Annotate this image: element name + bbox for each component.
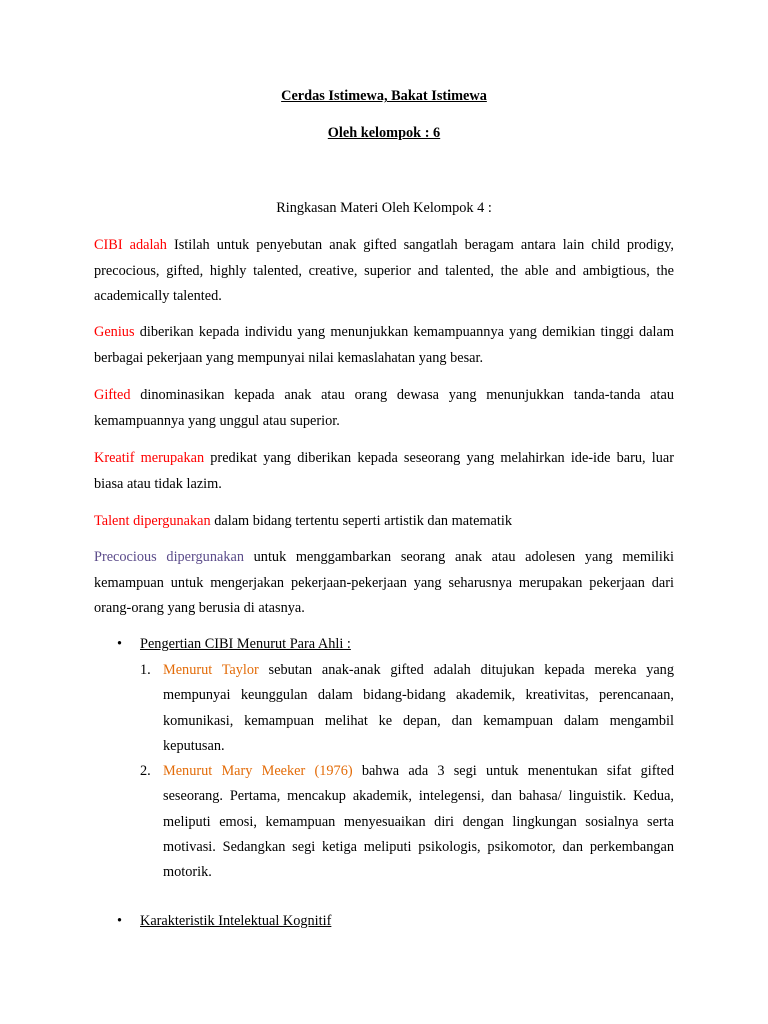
- term-gifted: Gifted: [94, 387, 131, 403]
- document-subtitle: Oleh kelompok : 6: [327, 125, 441, 141]
- paragraph-text: dalam bidang tertentu seperti artistik dan matematik: [210, 513, 512, 529]
- bullet-label: Pengertian CIBI Menurut Para Ahli :: [140, 636, 351, 652]
- paragraph-genius: [94, 320, 674, 371]
- term-genius: Genius: [94, 324, 135, 340]
- summary-heading: Ringkasan Materi Oleh Kelompok 4 :: [276, 200, 492, 216]
- numbered-item-text: sebutan anak-anak gifted adalah ditujukan kepada mereka yang mempunyai keunggulan dalam bidang-bidang akademik, kreativitas, perencanaan, komunikasi, kemampuan melihat ke depan, dan kemampuan dalam mengambil keputusan.: [163, 662, 674, 754]
- numbered-item-text: bahwa ada 3 segi untuk menentukan sifat gifted seseorang. Pertama, mencakup akademik, intelegensi, dan bahasa/ linguistik. Kedua, meliputi emosi, kemampuan menyesuaikan diri dengan lingkungan sosialnya serta motivasi. Sedangkan segi ketiga meliputi psikologis, psikomotor, dan perkembangan motorik.: [163, 763, 675, 881]
- term-meeker: Menurut Mary Meeker (1976): [163, 763, 353, 779]
- term-precocious: Precocious dipergunakan: [94, 549, 244, 565]
- term-taylor: Menurut Taylor: [163, 662, 259, 678]
- paragraph-precocious: [94, 545, 674, 622]
- paragraph-text: predikat yang diberikan kepada seseorang yang melahirkan ide-ide baru, luar biasa atau tidak lazim.: [94, 450, 674, 492]
- paragraph-kreatif: [94, 446, 674, 497]
- paragraph-cibi: [94, 233, 674, 310]
- term-kreatif: Kreatif merupakan: [94, 450, 205, 466]
- paragraph-talent: [94, 509, 674, 535]
- paragraph-text: untuk menggambarkan seorang anak atau adolesen yang memiliki kemampuan untuk mengerjakan pekerjaan-pekerjaan yang seharusnya merupakan pekerjaan dari orang-orang yang berusia di atasnya.: [94, 549, 674, 616]
- paragraph-text: dinominasikan kepada anak atau orang dewasa yang menunjukkan tanda-tanda atau kemampuannya yang unggul atau superior.: [94, 387, 674, 429]
- numbered-item-body: [163, 658, 674, 759]
- paragraph-text: diberikan kepada individu yang menunjukkan kemampuannya yang demikian tinggi dalam berbagai pekerjaan yang mempunyai nilai kemaslahatan yang besar.: [94, 324, 674, 366]
- numbered-item-body: [163, 759, 674, 885]
- paragraph-text: Istilah untuk penyebutan anak gifted sangatlah beragam antara lain child prodigy, precocious, gifted, highly talented, creative, superior and talented, the able and ambigtious, the academically talented.: [94, 237, 675, 304]
- paragraph-gifted: [94, 383, 674, 434]
- bullet-label: Karakteristik Intelektual Kognitif: [140, 913, 332, 929]
- bullet-icon: •: [117, 636, 123, 652]
- list-number: 2.: [140, 763, 151, 779]
- document-title: Cerdas Istimewa, Bakat Istimewa: [281, 88, 487, 104]
- term-cibi: CIBI adalah: [94, 237, 167, 253]
- bullet-icon: •: [117, 913, 123, 929]
- term-talent: Talent dipergunakan: [94, 513, 211, 529]
- list-number: 1.: [140, 662, 151, 678]
